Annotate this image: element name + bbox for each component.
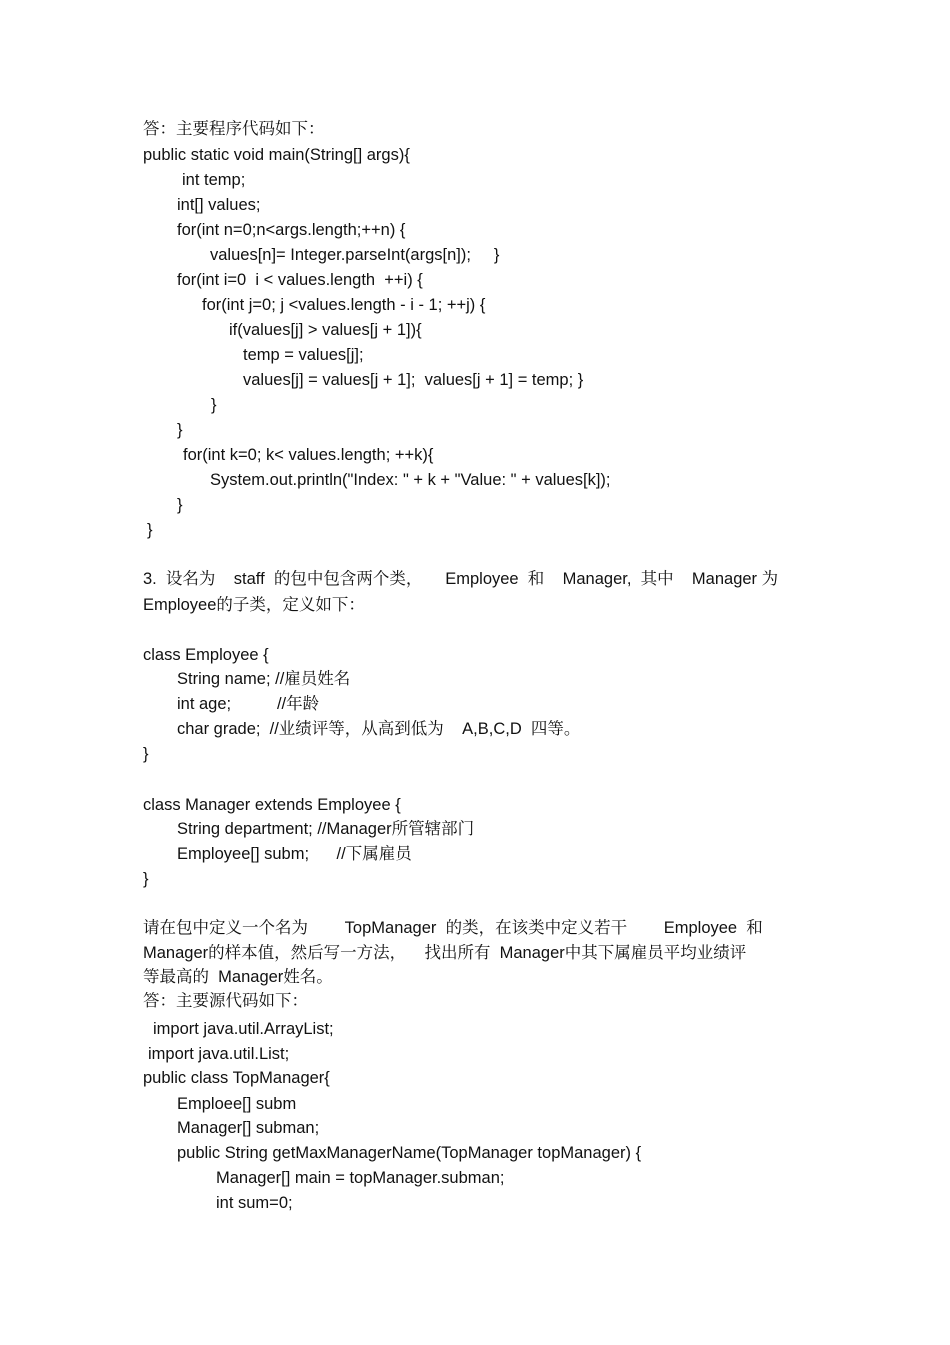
code-line: public class TopManager{: [143, 1069, 330, 1087]
code-line: Emploee[] subm: [177, 1095, 297, 1113]
code-line: }: [143, 745, 149, 763]
code-line: }: [211, 396, 217, 414]
code-line: String name; //雇员姓名: [177, 670, 351, 688]
code-line: }: [147, 521, 153, 539]
code-line: class Manager extends Employee {: [143, 796, 401, 814]
code-line: int age; //年龄: [177, 695, 320, 713]
code-line: values[n]= Integer.parseInt(args[n]); }: [210, 246, 500, 264]
code-line: public String getMaxManagerName(TopManager topManager) {: [177, 1144, 642, 1162]
code-line: public static void main(String[] args){: [143, 146, 410, 164]
answer2-heading: 答：主要源代码如下：: [143, 992, 308, 1010]
code-line: for(int i=0 i < values.length ++i) {: [177, 271, 423, 289]
code-line: import java.util.List;: [148, 1045, 290, 1063]
code-line: for(int j=0; j <values.length - i - 1; ++j) {: [202, 296, 486, 314]
code-line: values[j] = values[j + 1]; values[j + 1] = temp; }: [243, 371, 584, 389]
code-line: class Employee {: [143, 646, 269, 664]
code-line: }: [143, 870, 149, 888]
code-line: import java.util.ArrayList;: [153, 1020, 334, 1038]
task-line1: 请在包中定义一个名为 TopManager 的类，在该类中定义若干 Employee 和: [143, 919, 763, 937]
code-line: int[] values;: [177, 196, 261, 214]
code-line: Manager[] subman;: [177, 1119, 320, 1137]
code-line: if(values[j] > values[j + 1]){: [229, 321, 422, 339]
code-line: Manager[] main = topManager.subman;: [216, 1169, 505, 1187]
answer1-heading: 答：主要程序代码如下：: [143, 120, 325, 138]
code-line: }: [177, 421, 183, 439]
question3-line1: 3. 设名为 staff 的包中包含两个类， Employee 和 Manager, 其中 Manager 为: [143, 570, 779, 588]
code-line: temp = values[j];: [243, 346, 364, 364]
code-line: }: [177, 496, 183, 514]
code-line: int sum=0;: [216, 1194, 293, 1212]
task-line3: 等最高的 Manager姓名。: [143, 968, 333, 986]
code-line: String department; //Manager所管辖部门: [177, 820, 475, 838]
code-line: Employee[] subm; //下属雇员: [177, 845, 412, 863]
code-line: int temp;: [182, 171, 246, 189]
task-line2: Manager的样本值，然后写一方法， 找出所有 Manager中其下属雇员平均业绩评: [143, 944, 747, 962]
code-line: for(int n=0;n<args.length;++n) {: [177, 221, 406, 239]
question3-line2: Employee的子类，定义如下：: [143, 596, 365, 614]
code-line: char grade; //业绩评等，从高到低为 A,B,C,D 四等。: [177, 720, 581, 738]
code-line: for(int k=0; k< values.length; ++k){: [183, 446, 434, 464]
code-line: System.out.println("Index: " + k + "Value: " + values[k]);: [210, 471, 611, 489]
